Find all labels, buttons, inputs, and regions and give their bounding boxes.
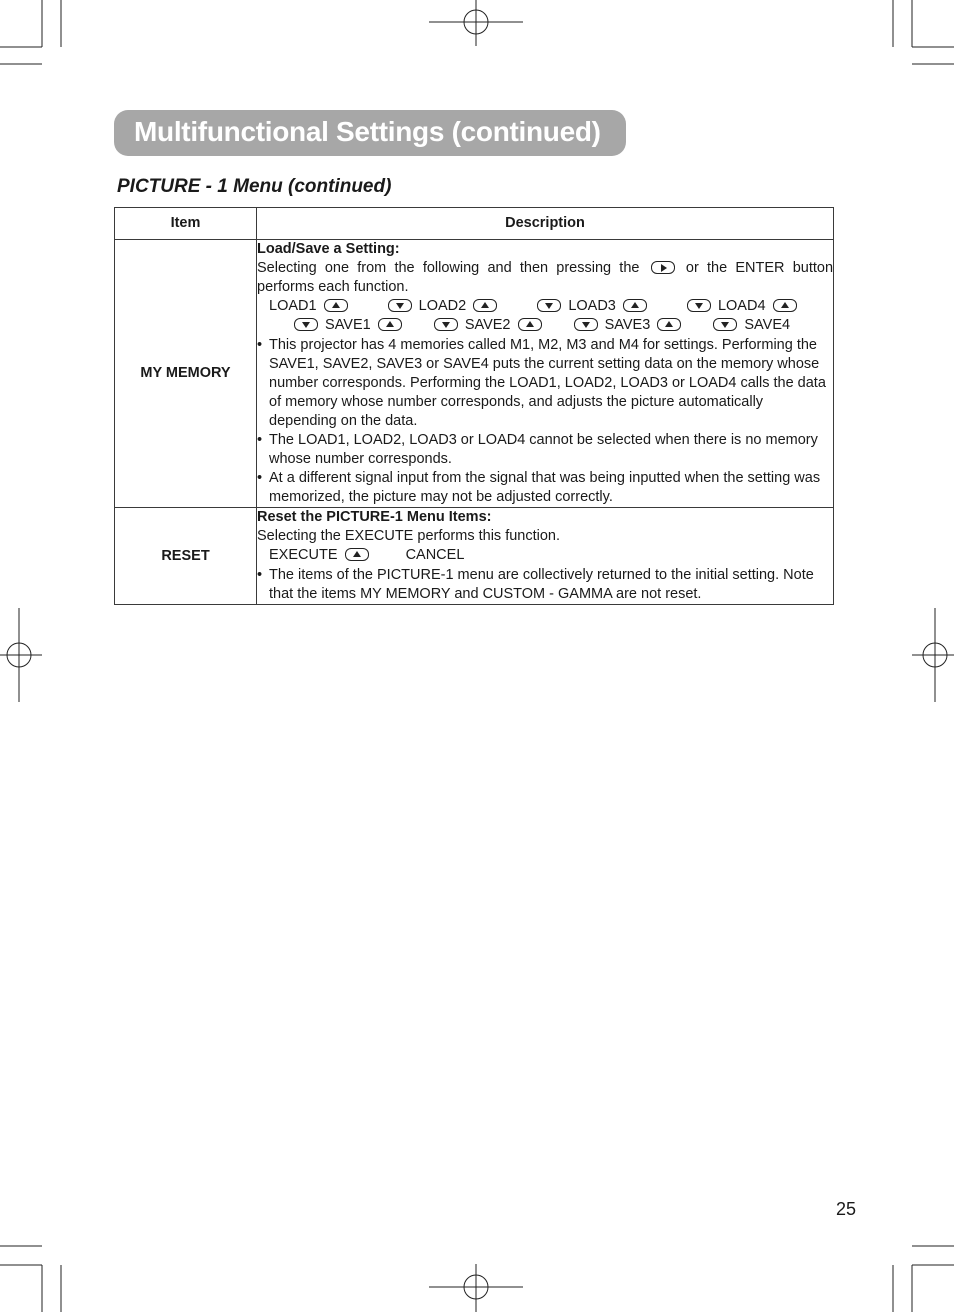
reset-notes	[257, 566, 833, 604]
up-arrow-key-icon	[773, 299, 797, 312]
down-arrow-key-icon	[294, 318, 318, 331]
intro-text-b: or the ENTER button performs each function.	[257, 260, 834, 295]
option-save4: SAVE4	[744, 317, 791, 333]
option-load1: LOAD1	[269, 298, 317, 314]
option-load4: LOAD4	[717, 298, 766, 314]
item-my-memory: MY MEMORY	[115, 240, 257, 508]
registration-mark-bottom	[429, 1264, 523, 1312]
description-reset	[257, 508, 834, 605]
up-arrow-key-icon	[345, 548, 369, 561]
option-cancel: CANCEL	[405, 547, 465, 563]
page-title: Multifunctional Settings (continued)	[134, 116, 601, 147]
option-save1: SAVE1	[325, 317, 371, 333]
item-reset: RESET	[115, 508, 257, 605]
table-header-row	[115, 208, 834, 240]
down-arrow-key-icon	[713, 318, 737, 331]
up-arrow-key-icon	[324, 299, 348, 312]
option-load3: LOAD3	[568, 298, 616, 314]
menu-items-table	[114, 207, 834, 605]
section-subtitle: PICTURE - 1 Menu (continued)	[117, 176, 392, 197]
reset-intro: Selecting the EXECUTE performs this function.	[257, 528, 561, 544]
down-arrow-key-icon	[434, 318, 458, 331]
registration-mark-top	[429, 0, 523, 46]
table-row-my-memory	[115, 240, 834, 508]
up-arrow-key-icon	[623, 299, 647, 312]
down-arrow-key-icon	[388, 299, 412, 312]
note-item: • The LOAD1, LOAD2, LOAD3 or LOAD4 cannot be selected when there is no memory whose number corresponds.	[257, 431, 833, 469]
registration-mark-left	[0, 608, 42, 702]
my-memory-heading: Load/Save a Setting:	[257, 241, 400, 257]
option-load2: LOAD2	[418, 298, 467, 314]
note-item: • At a different signal input from the signal that was being inputted when the setting was memorized, the picture may not be adjusted correctly.	[257, 469, 833, 507]
down-arrow-key-icon	[574, 318, 598, 331]
up-arrow-key-icon	[378, 318, 402, 331]
reset-heading: Reset the PICTURE-1 Menu Items:	[257, 509, 492, 525]
table-row-reset	[115, 508, 834, 605]
up-arrow-key-icon	[518, 318, 542, 331]
reset-options-line	[257, 546, 833, 565]
description-my-memory	[257, 240, 834, 508]
note-item: • This projector has 4 memories called M1, M2, M3 and M4 for settings. Performing the SAVE1, SAVE2, SAVE3 or SAVE4 puts the current setting data on the memory whose number corresponds. Performing the LOAD1, LOAD2, LOAD3 or LOAD4 calls the data of memory whose number corresponds, and adjusts the picture automatically depending on the data.	[257, 336, 833, 431]
down-arrow-key-icon	[687, 299, 711, 312]
note-item: • The items of the PICTURE-1 menu are collectively returned to the initial setting. Note that the items MY MEMORY and CUSTOM - GAMMA are not reset.	[257, 566, 833, 604]
option-save2: SAVE2	[464, 317, 511, 333]
option-save3: SAVE3	[604, 317, 651, 333]
save-options-line	[257, 316, 833, 335]
up-arrow-key-icon	[657, 318, 681, 331]
section-title-banner	[114, 110, 626, 156]
intro-text-a: Selecting one from the following and then pressing the	[257, 260, 640, 276]
my-memory-notes	[257, 336, 833, 507]
registration-mark-right	[912, 608, 954, 702]
column-header-item: Item	[115, 208, 257, 240]
load-options-line	[257, 297, 833, 316]
column-header-description: Description	[257, 208, 834, 240]
down-arrow-key-icon	[537, 299, 561, 312]
my-memory-intro	[257, 259, 833, 297]
up-arrow-key-icon	[473, 299, 497, 312]
right-arrow-key-icon	[651, 261, 675, 274]
option-execute: EXECUTE	[269, 547, 338, 563]
page-number: 25	[836, 1199, 857, 1219]
